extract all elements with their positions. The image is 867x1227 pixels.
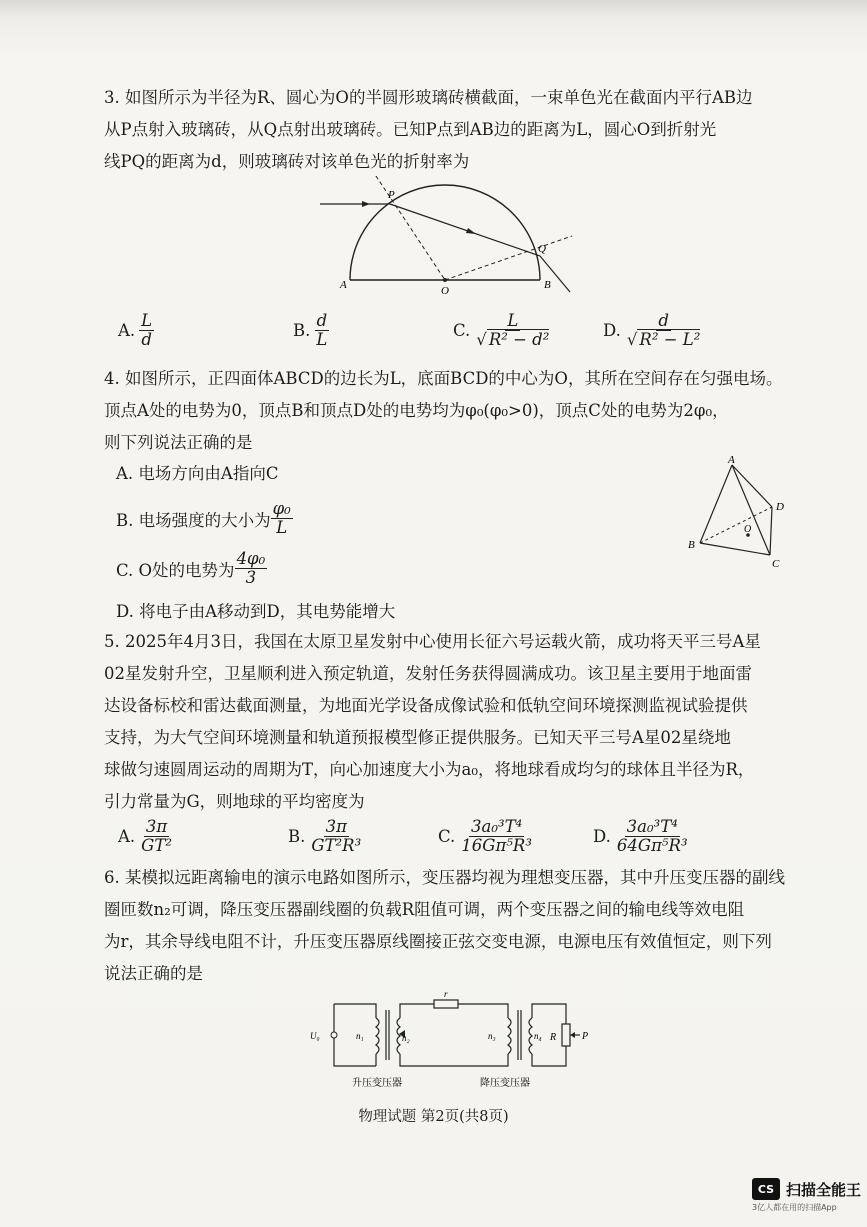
q5-line-3: 达设备标校和雷达截面测量，为地面光学设备成像试验和低轨空间环境探测监视试验提供 [104,696,748,715]
label-n2: n₂ [402,1033,410,1043]
q5-line-5: 球做匀速圆周运动的周期为T，向心加速度大小为a₀，将地球看成均匀的球体且半径为R， [104,760,755,779]
label-U0: U₀ [310,1031,320,1041]
q4-line-2: 顶点A处的电势为0，顶点B和顶点D处的电势均为φ₀(φ₀>0)，顶点C处的电势为2φ₀， [104,401,729,420]
label-P: P [388,189,395,201]
label-C: C [772,558,780,570]
label-n3: n₃ [488,1031,496,1041]
label-D: D [776,501,784,513]
label-O: O [441,285,449,296]
page-footer: 物理试题 第2页(共8页) [358,1109,509,1125]
q5-option-b: B. $\frac{3\pi}{\text{GT²R³}}$ [288,817,362,855]
q6-line-4: 说法正确的是 [104,964,203,983]
q3-option-a: A. $\frac{L}{d}$ [118,311,153,349]
label-O: O [744,524,752,535]
label-A: A [340,279,347,291]
label-P: P [582,1031,589,1042]
q3-option-d: D. $\frac{d}{\text{√ R² − L²}}$ [603,311,701,349]
q4-tetrahedron-figure [682,455,792,575]
q6-line-1: 6. 某模拟远距离输电的演示电路如图所示，变压器均视为理想变压器，其中升压变压器的副线 [104,868,785,887]
q3-line-2: 从P点射入玻璃砖，从Q点射出玻璃砖。已知P点到AB边的距离为L，圆心O到折射光 [104,120,717,139]
q5-line-6: 引力常量为G，则地球的平均密度为 [104,792,365,811]
q3-option-b: B. $\frac{d}{L}$ [293,311,328,349]
q4-option-b: B. 电场强度的大小为 $\frac{\text{φ₀}}{L}$ [116,499,291,537]
q3-semicircle-figure [320,176,590,296]
q5-line-4: 支持，为大气空间环境测量和轨道预报模型修正提供服务。已知天平三号A星02星绕地 [104,728,731,747]
question-6 [104,862,794,990]
label-Q: Q [538,243,546,255]
q6-line-2: 圈匝数n₂可调，降压变压器副线圈的负载R阻值可调，两个变压器之间的输电线等效电阻 [104,900,745,919]
label-R: R [550,1032,557,1043]
label-B: B [544,279,551,291]
scanner-app-name: 扫描全能王 [786,1180,862,1199]
question-4 [104,363,794,459]
q4-option-c: C. O处的电势为 $\frac{\text{4φ₀}}{3}$ [116,549,266,587]
label-step-down: 降压变压器 [480,1078,530,1089]
q3-line-1: 3. 如图所示为半径为R、圆心为O的半圆形玻璃砖横截面，一束单色光在截面内平行AB边 [104,88,753,107]
label-B: B [688,539,695,551]
q3-line-3: 线PQ的距离为d，则玻璃砖对该单色光的折射率为 [104,152,470,171]
q4-option-d: D. 将电子由A移动到D，其电势能增大 [116,602,396,621]
label-A: A [728,455,735,466]
scanner-badge [752,1178,862,1212]
q4-line-1: 4. 如图所示，正四面体ABCD的边长为L，底面BCD的中心为O，其所在空间存在匀强电场。 [104,369,783,388]
q4-line-3: 则下列说法正确的是 [104,433,253,452]
q5-line-1: 5. 2025年4月3日，我国在太原卫星发射中心使用长征六号运载火箭，成功将天平三号A星 [104,632,761,651]
question-3 [104,82,794,178]
q5-line-2: 02星发射升空，卫星顺利进入预定轨道，发射任务获得圆满成功。该卫星主要用于地面雷 [104,664,752,683]
q4-option-a: A. 电场方向由A指向C [116,464,279,483]
q3-options [118,312,702,349]
q6-line-3: 为r，其余导线电阻不计，升压变压器原线圈接正弦交变电源，电源电压有效值恒定，则下列 [104,932,772,951]
scanner-tagline: 3亿人都在用的扫描App [752,1203,837,1212]
camscanner-logo-icon: CS [752,1178,780,1200]
question-5 [104,626,794,818]
label-n1: n₁ [356,1031,364,1041]
q5-option-a: A. $\frac{3\pi}{\text{GT²}}$ [118,817,172,855]
q5-options [118,818,690,855]
label-n4: n₄ [534,1031,542,1041]
label-r: r [444,990,448,999]
q3-option-c: C. $\frac{L}{\text{√ R² − d²}}$ [453,311,550,349]
q6-circuit-figure [304,990,604,1100]
q5-option-c: C. $\frac{\text{3a₀³T⁴}}{\text{16Gπ⁵R³}}$ [438,817,532,855]
label-step-up: 升压变压器 [352,1078,402,1089]
q5-option-d: D. $\frac{\text{3a₀³T⁴}}{\text{64Gπ⁵R³}}$ [593,817,688,855]
